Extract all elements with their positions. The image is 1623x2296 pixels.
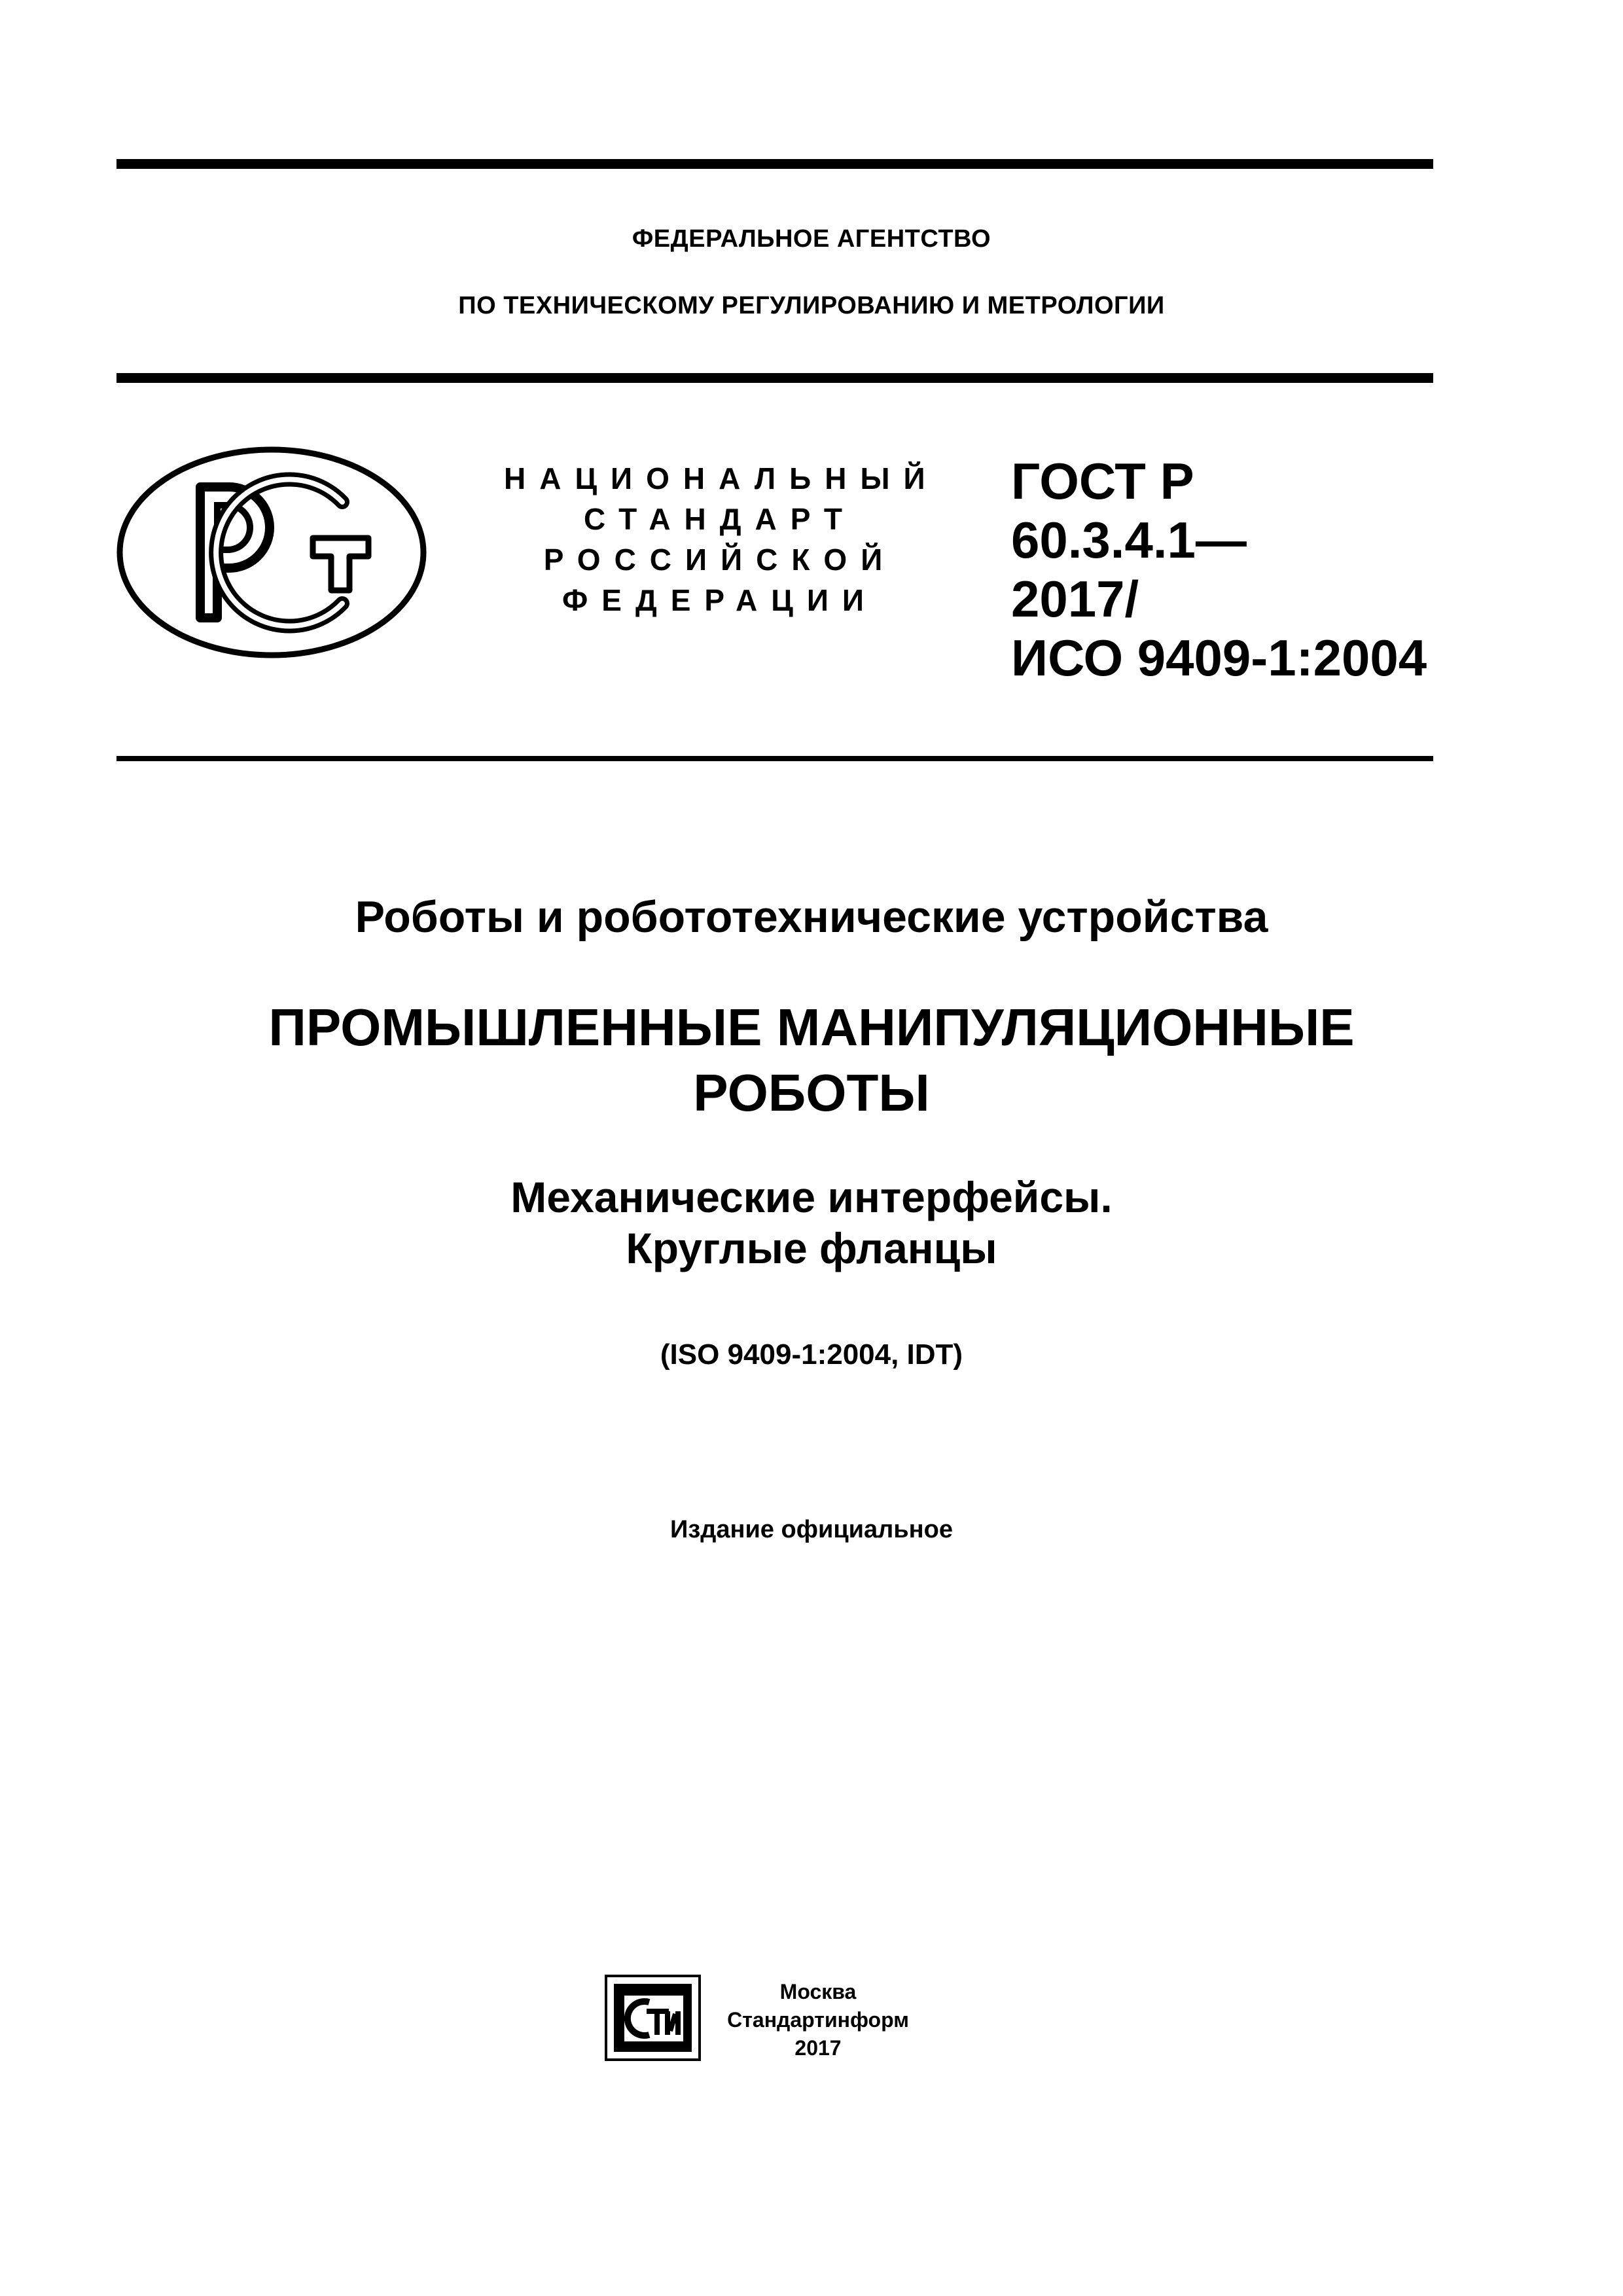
standartinform-logo-icon bbox=[602, 1972, 704, 2064]
designation-line: ИСО 9409-1:2004 bbox=[1011, 629, 1427, 687]
main-title bbox=[0, 995, 1623, 1126]
publisher-city: Москва bbox=[779, 1980, 857, 2003]
national-standard-line: ФЕДЕРАЦИИ bbox=[562, 583, 878, 617]
sub-title-line: Механические интерфейсы. bbox=[510, 1173, 1113, 1221]
top-rule bbox=[116, 159, 1433, 169]
publisher-name: Стандартинформ bbox=[727, 2008, 909, 2032]
national-standard-line: НАЦИОНАЛЬНЫЙ bbox=[504, 461, 939, 495]
section-rule bbox=[116, 756, 1433, 761]
group-title: Роботы и робототехнические устройства bbox=[355, 892, 1268, 942]
national-standard-line: РОССИЙСКОЙ bbox=[543, 543, 897, 577]
national-standard-label bbox=[504, 458, 939, 620]
header-rule bbox=[116, 373, 1433, 383]
designation-line: 60.3.4.1— bbox=[1011, 511, 1247, 569]
national-standard-line: СТАНДАРТ bbox=[584, 502, 856, 536]
designation-line: ГОСТ Р bbox=[1011, 452, 1194, 510]
rst-mark-icon bbox=[116, 446, 427, 658]
standard-designation bbox=[1011, 452, 1427, 687]
main-title-line: РОБОТЫ bbox=[693, 1064, 930, 1122]
iso-reference: (ISO 9409-1:2004, IDT) bbox=[660, 1338, 963, 1371]
agency-name-line-2: ПО ТЕХНИЧЕСКОМУ РЕГУЛИРОВАНИЮ И МЕТРОЛОГИИ bbox=[458, 292, 1165, 319]
publisher-block bbox=[713, 1978, 923, 2062]
sub-title bbox=[0, 1172, 1623, 1274]
main-title-line: ПРОМЫШЛЕННЫЕ МАНИПУЛЯЦИОННЫЕ bbox=[268, 998, 1355, 1056]
edition-label: Издание официальное bbox=[670, 1516, 953, 1543]
agency-name-line-1: ФЕДЕРАЛЬНОЕ АГЕНТСТВО bbox=[632, 225, 991, 253]
designation-line: 2017/ bbox=[1011, 570, 1139, 628]
sub-title-line: Круглые фланцы bbox=[626, 1224, 997, 1272]
publication-year: 2017 bbox=[794, 2036, 842, 2060]
